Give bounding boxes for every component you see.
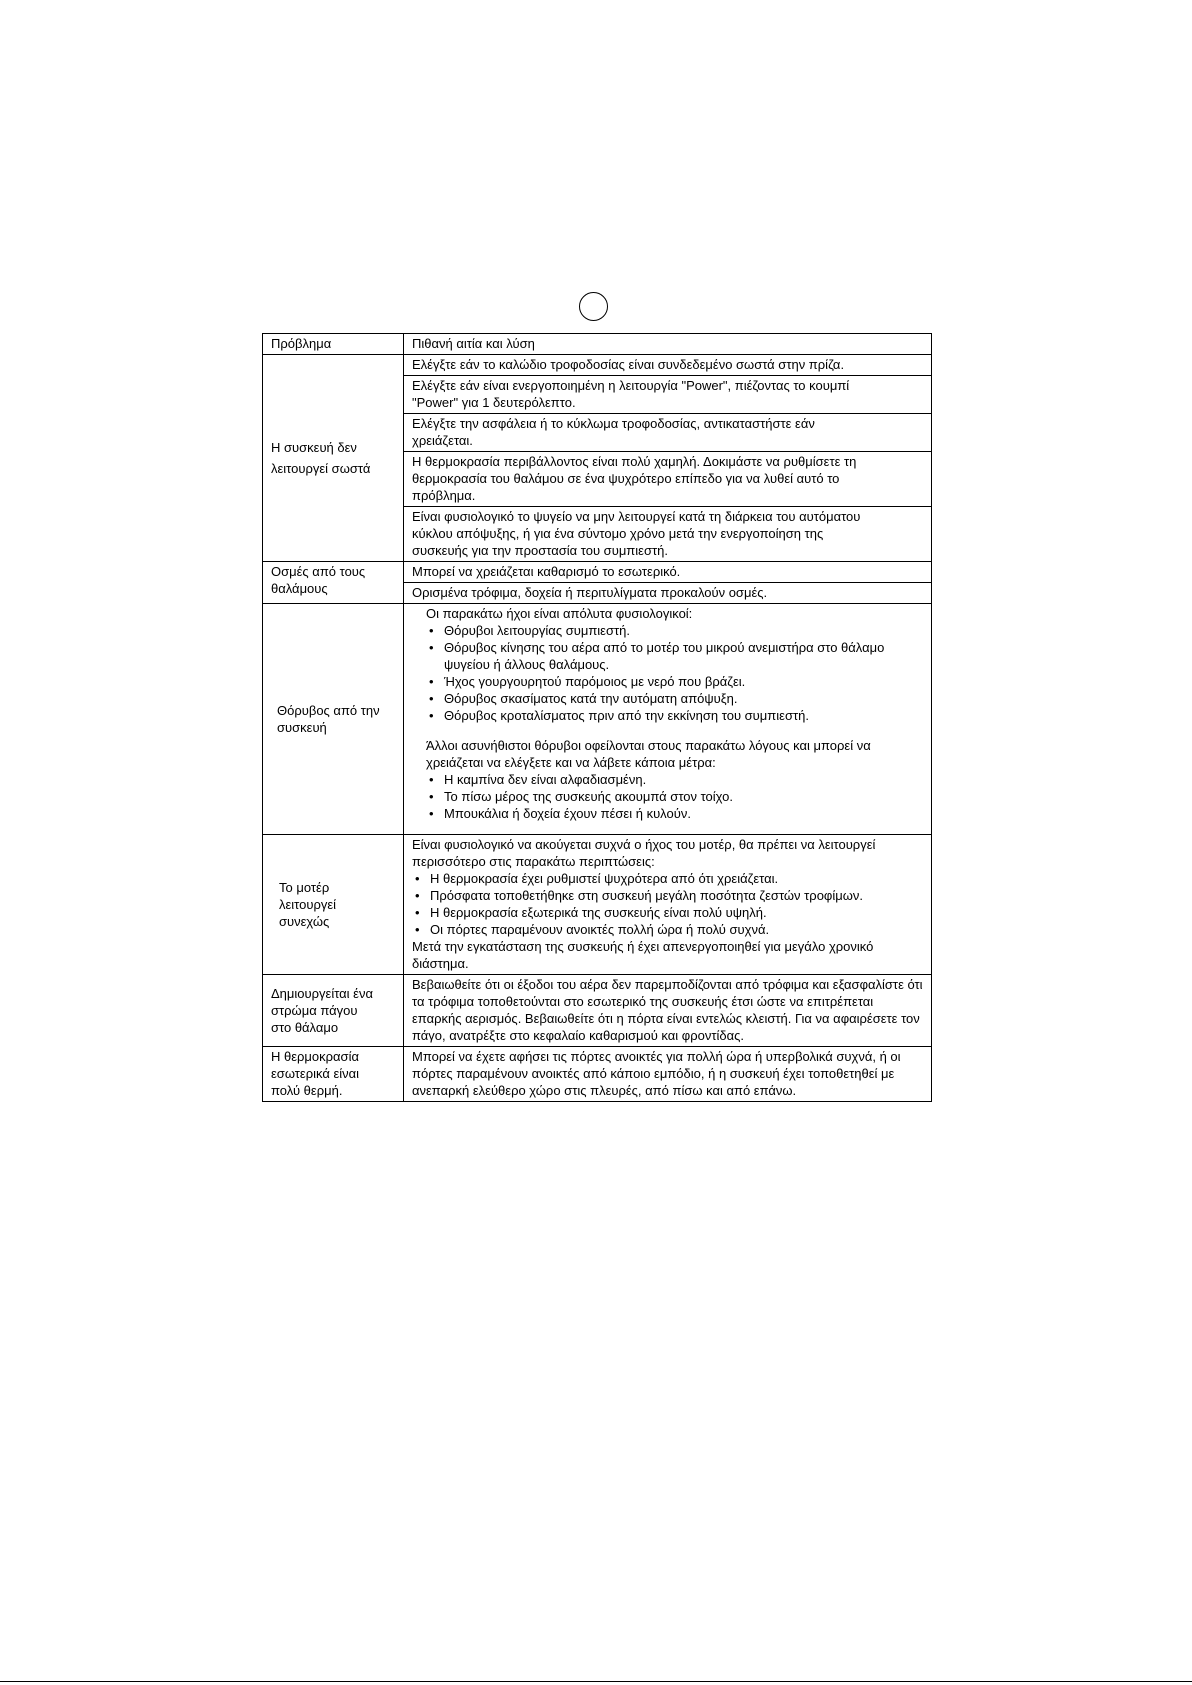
noise-normal-intro: Οι παρακάτω ήχοι είναι απόλυτα φυσιολογικοί: — [426, 606, 693, 621]
table-row — [263, 835, 932, 975]
problem-line: συνεχώς — [279, 913, 330, 929]
solution-line: Είναι φυσιολογικό το ψυγείο να μην λειτουργεί κατά τη διάρκεια του αυτόματου — [412, 509, 861, 524]
header-solution: Πιθανή αιτία και λύση — [404, 334, 932, 355]
problem-line: Δημιουργείται ένα — [271, 985, 373, 1001]
warm-text: Μπορεί να έχετε αφήσει τις πόρτες ανοικτές για πολλή ώρα ή υπερβολικά συχνά, ή οι πόρτες παραμένουν ανοικτές από κάποιο εμπόδιο, ή η συσκευή έχει τοποθετηθεί με ανεπαρκή ελεύθερο χώρο στις πλευρές, από πίσω και από επάνω. — [412, 1049, 901, 1098]
problem-line: Οσμές από τους — [271, 564, 366, 579]
problem-motor — [263, 835, 404, 975]
solution-cell — [404, 414, 932, 452]
solution-cell — [404, 507, 932, 562]
problem-line: Η θερμοκρασία — [271, 1049, 359, 1064]
frost-text: Βεβαιωθείτε ότι οι έξοδοι του αέρα δεν παρεμποδίζονται από τρόφιμα και εξασφαλίστε ότι τα τρόφιμα τοποθετούνται στο εσωτερικό της συσκευής έτσι ώστε να επιτρέπεται επαρκής αερισμός. Βεβαιωθείτε ότι η πόρτα είναι εντελώς κλειστή. Για να αφαιρέσετε τον πάγο, ανατρέξτε στο κεφαλαίο καθαρισμού και φροντίδας. — [412, 977, 923, 1043]
problem-line: στρώμα πάγου — [271, 1002, 358, 1018]
solution-cell-noise — [404, 604, 932, 835]
motor-intro: Είναι φυσιολογικό να ακούγεται συχνά ο ήχος του μοτέρ, θα πρέπει να λειτουργεί περισσότερο στις παρακάτω περιπτώσεις: — [412, 837, 876, 869]
bullet-item: • Μπουκάλια ή δοχεία έχουν πέσει ή κυλούν. — [426, 805, 923, 822]
problem-odours — [263, 562, 404, 604]
problem-frost — [263, 975, 404, 1047]
solution-line: πρόβλημα. — [412, 488, 476, 503]
bullet-item: • Η καμπίνα δεν είναι αλφαδιασμένη. — [426, 771, 923, 788]
bullet-item: • Θόρυβος κίνησης του αέρα από το μοτέρ του μικρού ανεμιστήρα στο θάλαμο ψυγείου ή άλλους θαλάμους. — [426, 639, 923, 673]
troubleshooting-table — [262, 333, 932, 1102]
solution-line: Η θερμοκρασία περιβάλλοντος είναι πολύ χαμηλή. Δοκιμάστε να ρυθμίσετε τη — [412, 454, 857, 469]
solution-line: συσκευής για την προστασία του συμπιεστή. — [412, 543, 668, 558]
solution-line: "Power" για 1 δευτερόλεπτο. — [412, 395, 576, 410]
table-row — [263, 604, 932, 835]
circle-marker-icon — [579, 292, 608, 321]
problem-line: Θόρυβος από την — [277, 702, 380, 718]
problem-line: λειτουργεί σωστά — [271, 460, 371, 476]
solution-line: θερμοκρασία του θαλάμου σε ένα ψυχρότερο επίπεδο για να λυθεί αυτό το — [412, 471, 840, 486]
other-noises-block — [412, 737, 923, 822]
table-row — [263, 355, 932, 376]
solution-cell-warm — [404, 1047, 932, 1102]
table-header-row — [263, 334, 932, 355]
table-row — [263, 1047, 932, 1102]
bullet-item: • Η θερμοκρασία εξωτερικά της συσκευής είναι πολύ υψηλή. — [412, 904, 923, 921]
solution-cell — [404, 376, 932, 414]
solution-cell — [404, 583, 932, 604]
noise-other-intro: Άλλοι ασυνήθιστοι θόρυβοι οφείλονται στους παρακάτω λόγους και μπορεί να χρειάζεται να ελέγξετε και να λάβετε κάποια μέτρα: — [426, 738, 871, 770]
solution-line: Ελέγξτε την ασφάλεια ή το κύκλωμα τροφοδοσίας, αντικαταστήστε εάν — [412, 416, 815, 431]
bullet-item: • Οι πόρτες παραμένουν ανοικτές πολλή ώρα ή πολύ συχνά. — [412, 921, 923, 938]
bullet-item: • Θόρυβος σκασίματος κατά την αυτόματη απόψυξη. — [426, 690, 923, 707]
problem-line: εσωτερικά είναι — [271, 1066, 360, 1081]
solution-line: Ελέγξτε εάν το καλώδιο τροφοδοσίας είναι συνδεδεμένο σωστά στην πρίζα. — [412, 357, 845, 372]
motor-outro: Μετά την εγκατάσταση της συσκευής ή έχει απενεργοποιηθεί για μεγάλο χρονικό διάστημα. — [412, 939, 874, 971]
bullet-item: • Η θερμοκρασία έχει ρυθμιστεί ψυχρότερα από ότι χρειάζεται. — [412, 870, 923, 887]
bullet-item: • Ήχος γουργουρητού παρόμοιος με νερό που βράζει. — [426, 673, 923, 690]
bullet-item: • Θόρυβοι λειτουργίας συμπιεστή. — [426, 622, 923, 639]
solution-line: Ορισμένα τρόφιμα, δοχεία ή περιτυλίγματα προκαλούν οσμές. — [412, 585, 768, 600]
normal-noises-block — [412, 605, 923, 724]
problem-line: στο θάλαμο — [271, 1019, 339, 1035]
solution-cell — [404, 562, 932, 583]
problem-line: θαλάμους — [271, 581, 328, 596]
solution-line: χρειάζεται. — [412, 433, 473, 448]
solution-cell — [404, 452, 932, 507]
problem-warm — [263, 1047, 404, 1102]
solution-line: Μπορεί να χρειάζεται καθαρισμό το εσωτερικό. — [412, 564, 681, 579]
problem-noise — [263, 604, 404, 835]
bullet-item: • Πρόσφατα τοποθετήθηκε στη συσκευή μεγάλη ποσότητα ζεστών τροφίμων. — [412, 887, 923, 904]
solution-cell-motor — [404, 835, 932, 975]
solution-line: κύκλου απόψυξης, ή για ένα σύντομο χρόνο μετά την ενεργοποίηση της — [412, 526, 824, 541]
table-row — [263, 975, 932, 1047]
solution-line: Ελέγξτε εάν είναι ενεργοποιημένη η λειτουργία "Power", πιέζοντας το κουμπί — [412, 378, 850, 393]
bullet-item: • Το πίσω μέρος της συσκευής ακουμπά στον τοίχο. — [426, 788, 923, 805]
problem-line: Η συσκευή δεν — [271, 439, 357, 455]
table-row — [263, 562, 932, 583]
problem-line: συσκευή — [277, 719, 327, 735]
bullet-item: • Θόρυβος κροταλίσματος πριν από την εκκίνηση του συμπιεστή. — [426, 707, 923, 724]
problem-line: πολύ θερμή. — [271, 1083, 343, 1098]
problem-not-working — [263, 355, 404, 562]
solution-cell-frost — [404, 975, 932, 1047]
page-bottom-rule — [0, 1681, 1192, 1682]
problem-line: Το μοτέρ — [279, 879, 330, 895]
header-problem: Πρόβλημα — [263, 334, 404, 355]
solution-cell — [404, 355, 932, 376]
problem-line: λειτουργεί — [279, 896, 337, 912]
